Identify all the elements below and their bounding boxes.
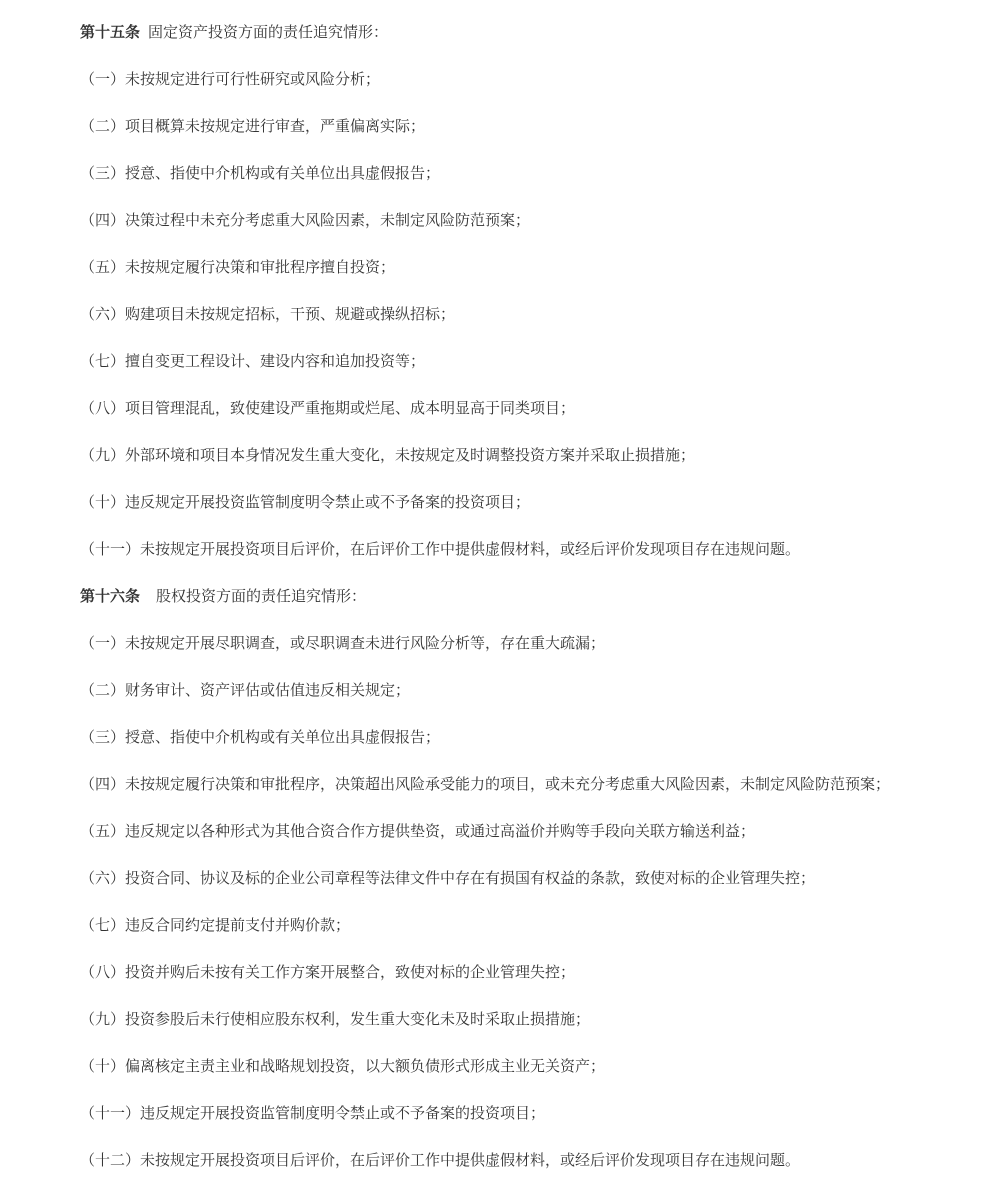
- article-15-item: （七）擅自变更工程设计、建设内容和追加投资等；: [80, 352, 426, 370]
- article-16-item: （六）投资合同、协议及标的企业公司章程等法律文件中存在有损国有权益的条款，致使对标的企业管理失控；: [80, 869, 816, 887]
- article-16-item: （一）未按规定开展尽职调查，或尽职调查未进行风险分析等，存在重大疏漏；: [80, 634, 606, 652]
- article-16-item: （十二）未按规定开展投资项目后评价，在后评价工作中提供虚假材料，或经后评价发现项目存在违规问题。: [80, 1151, 801, 1169]
- article-16-number: 第十六条: [80, 587, 141, 605]
- article-15-item: （八）项目管理混乱，致使建设严重拖期或烂尾、成本明显高于同类项目；: [80, 399, 576, 417]
- article-15-item: （六）购建项目未按规定招标，干预、规避或操纵招标；: [80, 305, 456, 323]
- article-16-item: （二）财务审计、资产评估或估值违反相关规定；: [80, 681, 411, 699]
- article-16-item: （三）授意、指使中介机构或有关单位出具虚假报告；: [80, 728, 441, 746]
- article-16-item: （四）未按规定履行决策和审批程序，决策超出风险承受能力的项目，或未充分考虑重大风险因素，未制定风险防范预案；: [80, 775, 891, 793]
- article-15-item: （四）决策过程中未充分考虑重大风险因素，未制定风险防范预案；: [80, 211, 531, 229]
- article-15-number: 第十五条: [80, 23, 141, 41]
- article-16-item: （九）投资参股后未行使相应股东权利，发生重大变化未及时采取止损措施；: [80, 1010, 591, 1028]
- article-15-item: （九）外部环境和项目本身情况发生重大变化，未按规定及时调整投资方案并采取止损措施；: [80, 446, 696, 464]
- article-16-item: （十一）违反规定开展投资监管制度明令禁止或不予备案的投资项目；: [80, 1104, 546, 1122]
- article-16-item: （五）违反规定以各种形式为其他合资合作方提供垫资，或通过高溢价并购等手段向关联方输送利益；: [80, 822, 756, 840]
- article-15-title: 固定资产投资方面的责任追究情形：: [148, 23, 389, 41]
- article-16-item: （十）偏离核定主责主业和战略规划投资，以大额负债形式形成主业无关资产；: [80, 1057, 606, 1075]
- article-16-heading: [80, 586, 366, 606]
- article-15-item: （二）项目概算未按规定进行审查，严重偏离实际；: [80, 117, 426, 135]
- article-16-item: （七）违反合同约定提前支付并购价款；: [80, 916, 351, 934]
- article-15-item: （三）授意、指使中介机构或有关单位出具虚假报告；: [80, 164, 441, 182]
- article-15-item: （十一）未按规定开展投资项目后评价，在后评价工作中提供虚假材料，或经后评价发现项目存在违规问题。: [80, 540, 801, 558]
- article-16-item: （八）投资并购后未按有关工作方案开展整合，致使对标的企业管理失控；: [80, 963, 576, 981]
- article-15-item: （十）违反规定开展投资监管制度明令禁止或不予备案的投资项目；: [80, 493, 531, 511]
- article-15-item: （一）未按规定进行可行性研究或风险分析；: [80, 70, 381, 88]
- article-15-heading: [80, 22, 388, 42]
- article-16-title: 股权投资方面的责任追究情形：: [156, 587, 367, 605]
- article-15-item: （五）未按规定履行决策和审批程序擅自投资；: [80, 258, 396, 276]
